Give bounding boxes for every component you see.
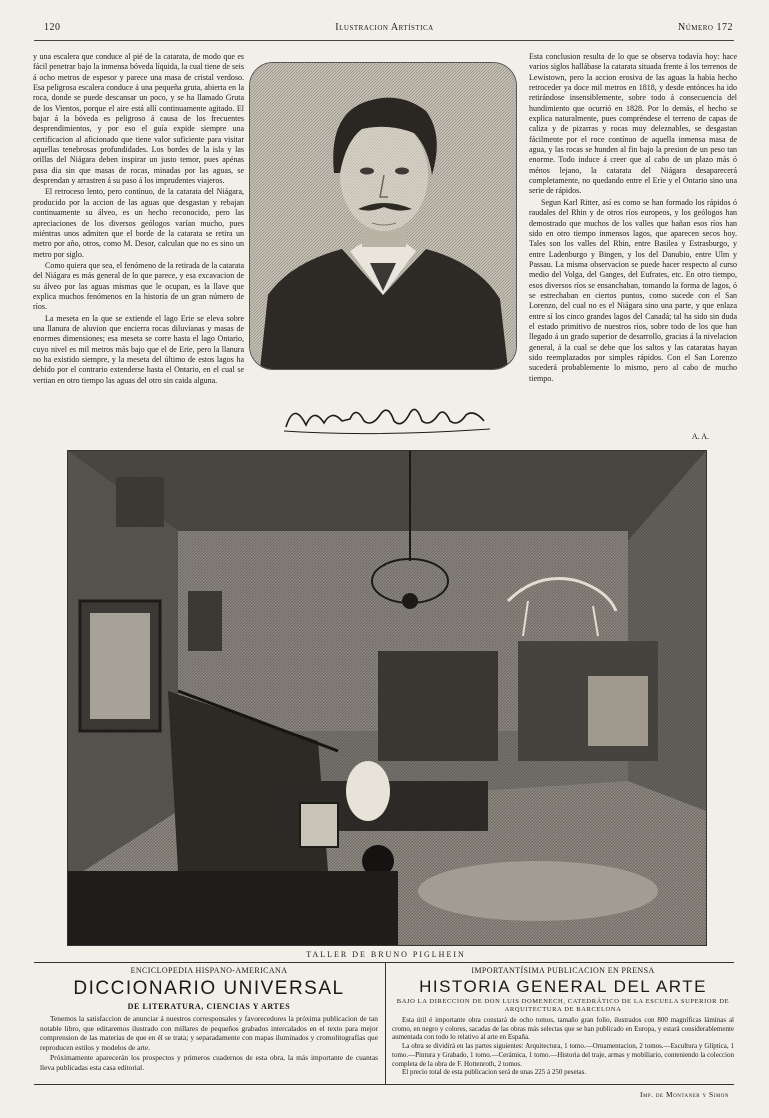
ad-subtitle: DE LITERATURA, CIENCIAS Y ARTES (127, 1002, 291, 1011)
ads-divider (385, 962, 386, 1084)
issue-number: Número 172 (677, 22, 733, 33)
ads-bottom-rule (34, 1084, 734, 1085)
ad-kicker: IMPORTANTÍSIMA PUBLICACION EN PRENSA (471, 966, 655, 975)
ad-title: DICCIONARIO UNIVERSAL (73, 978, 345, 999)
ad-body (40, 1014, 378, 1073)
portrait-engraving (249, 62, 517, 370)
studio-engraving (67, 450, 707, 946)
article-signoff: A. A. (691, 432, 709, 441)
article-right-column (529, 52, 737, 432)
signature (280, 397, 500, 437)
running-title: Ilustracion Artística (335, 22, 434, 33)
page-number: 120 (44, 22, 61, 33)
ad-kicker: ENCICLOPEDIA HISPANO-AMERICANA (130, 966, 288, 975)
ad-subtitle: BAJO LA DIRECCION DE DON LUIS DOMENECH, CATEDRÁTICO DE LA ESCUELA SUPERIOR DE ARQUITECTURA DE BARCELONA (396, 998, 730, 1013)
paragraph: La obra se dividirá en las partes siguientes: Arquitectura, 1 tomo.—Ornamentacion, 2 tomos.—Escultura y Glíptica, 1 tomo.—Pintura y Grabado, 1 tomo.—Cerámica, 1 tomo.—Historia del traje, armas y mobiliario, conteniendo la coleccion completa de la obra de F. Hottenroth, 2 tomos. (392, 1042, 734, 1068)
paragraph: El precio total de esta publicacion será de unas 225 á 250 pesetas. (402, 1068, 587, 1077)
paragraph: Próximamente aparecerán los prospectos y primeros cuadernos de esta obra, la más importante de cuantas lleva publicadas esta casa editorial. (40, 1053, 378, 1072)
paragraph: La meseta en la que se extiende el lago Erie se eleva sobre una llanura de aluvion que encierra rocas diluvianas y masas de enormes dimensiones; esa meseta se corre hasta el lago Ontario, cuyo nivel es mil metros más bajo que el de Erie, pero la llanura no ha existido siempre, y la meseta del último de estos lagos ha debido por el contrario extenderse hasta el Ontario, en el cual se vertian en otro tiempo las aguas del otro sin caida alguna. (33, 313, 244, 385)
paragraph: y una escalera que conduce al pié de la catarata, de modo que es fácil penetrar bajo la inmensa bóveda líquida, la cual tiene de seis á ocho metros de espesor y parece una masa de cristal verdoso. Esa peligrosa escalera conduce á una pequeña gruta, abierta en la roca, donde se puede descansar un poco, y se ha llamado Gruta de los Vientos, porque el aire está allí continuamente agitado. El bajar á la bóveda es peligroso á causa de los frecuentes desprendimientos, y por eso el guía expide siempre una certificacion al aficionado que tiene valor suficiente para visitar aquellas tenebrosas profundidades. Los bordes de la isla y las orillas del Niágara deben inspirar un justo temor, pues apénas pasa dia sin que masas de rocas, minadas por las aguas, se desprendan y arrastren á su paso á los imprudentes viajeros. (33, 52, 244, 186)
ad-title: HISTORIA GENERAL DEL ARTE (419, 977, 707, 996)
header-rule (34, 40, 734, 41)
imprint: Imp. de Montaner y Simon (639, 1090, 729, 1099)
paragraph: Esta útil é importante obra constará de ocho tomos, tamaño gran folio, ilustrados con 800 magníficas láminas al cromo, en negro y colores, sacadas de las obras más selectas que se han publicado en Europa, y estará considerablemente aumentada con todo lo relativo al arte en España. (392, 1016, 734, 1042)
illustration-caption: TALLER DE BRUNO PIGLHEIN (306, 950, 466, 959)
ads-top-rule (34, 962, 734, 963)
ad-historia-general-del-arte (392, 966, 734, 1077)
paragraph: Tenemos la satisfaccion de anunciar á nuestros corresponsales y favorecedores la próxima publicacion de tan notable libro, que editaremos ilustrado con millares de pequeños grabados intercalados en el texto para mejor comprension de las materias de que en él se trata; y separadamente con mapas iluminados y cromolitografías que reproducen estilos y modelos de arte. (40, 1014, 378, 1052)
paragraph: Esta conclusion resulta de lo que se observa todavía hoy: hace varios siglos hallábase la catarata situada frente á los terrenos de Lewistown, pero la accion erosiva de las aguas la habia hecho retroceder ya doce mil metros en 1818, y desde entónces ha ido retirándose insensiblemente, sobre todo á consecuencia del hundimiento que ocurrió en 1828. Por lo demás, el hecho se explica naturalmente, pues compréndese el terreno de capas de caliza y de pizarras y rocas muy deleznables, se desgastan fácilmente por el roce contínuo de aquella inmensa masa de agua, y las rocas se hunden al fin bajo la presion de un peso tan enorme. Todo induce á creer que al cabo de un plazo más ó ménos lejano, la catarata del Niágara desaparecerá completamente, no quedando entre el Erie y el Ontario sino una serie de rápidos. (529, 52, 737, 196)
ad-body (392, 1016, 734, 1077)
article-left-column (33, 52, 244, 445)
paragraph: Segun Karl Ritter, así es como se han formado los rápidos ó raudales del Rhin y de otros ríos europeos, y los geólogos han demostrado que muchos de los valles que bañan esos ríos han sido en otro tiempo inmensos lagos, que aparecen secos hoy. Tales son los valles del Rhin, entre Basilea y Estrasburgo, y entre Ladenburgo y Bingen, y los del Danubio, entre Ulm y Passau. La misma observacion se puede hacer respecto al curso medio del Volga, del Ganges, del Eufrates, etc. En otro tiempo, esos diversos ríos se ensanchaban, tomando la forma de lagos, ó se estrechaban en ciertos puntos, como sucede con el San Lorenzo, del cual no es el Niágara sino una parte, y que enlaza entre sí los cinco grandes lagos del Canadá; tal ha sido sin duda el estado primitivo de nuestros ríos, sobre todo de los que han llegado á un grado superior de desarrollo, gracias á la nivelacion general, á la cual se debe que los saltos y las cataratas hayan sido reemplazados por simples rápidos. Con el San Lorenzo sucederá probablemente lo mismo, pero al cabo de mucho tiempo. (529, 197, 737, 383)
paragraph: El retroceso lento, pero contínuo, de la catarata del Niágara, producido por la accion de las aguas que desgastan y rebajan continuamente su álveo, es un hecho reconocido, pero las apreciaciones de los diversos geólogos varían mucho, pues miéntras unos admiten que el borde de la catarata se retira un metro por año, otros, como M. Desor, calculan que no es sino un metro por siglo. (33, 187, 244, 259)
ad-diccionario-universal (40, 966, 378, 1073)
paragraph: Como quiera que sea, el fenómeno de la retirada de la catarata del Niágara es más general de lo que parece, y esa excavacion de su álveo por las aguas mismas que le ocupan, es la llave que explica muchos fenómenos en la historia de un gran número de ríos. (33, 260, 244, 312)
